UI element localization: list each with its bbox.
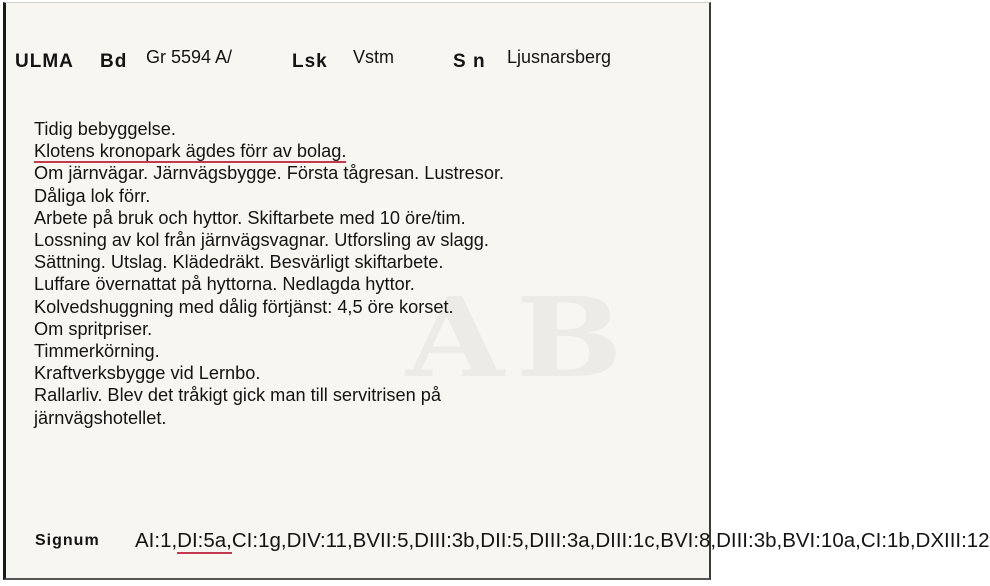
sn-value: Ljusnarsberg bbox=[507, 47, 612, 67]
topic-line: Timmerkörning. bbox=[34, 341, 160, 362]
archive-card bbox=[3, 2, 990, 580]
topic-line: Luffare övernattat på hyttorna. Nedlagda hyttor. bbox=[34, 274, 415, 295]
signum-part-underlined: DI:5a, bbox=[177, 529, 232, 552]
archive-label: ULMA bbox=[15, 51, 74, 72]
topic-list bbox=[34, 118, 694, 429]
signum-label: Signum bbox=[35, 532, 100, 549]
lsk-label: Lsk bbox=[292, 51, 328, 72]
bd-value: Gr 5594 A/ bbox=[146, 47, 233, 67]
topic-line: Kolvedshuggning med dålig förtjänst: 4,5 öre korset. bbox=[34, 296, 454, 317]
topic-line: Kraftverksbygge vid Lernbo. bbox=[34, 363, 261, 384]
underline-mark: Klotens kronopark ägdes förr av bolag. bbox=[34, 141, 347, 162]
topic-line-underlined bbox=[34, 140, 694, 162]
signum-part: CI:1g,DIV:11,BVII:5,DIII:3b,DII:5,DIII:3a,DIII:1c,BVI:8,DIII:3b,BVI:10a,CI:1b,DXIII:12 bbox=[231, 529, 990, 552]
lsk-value: Vstm bbox=[353, 47, 395, 67]
topic-line: Rallarliv. Blev det tråkigt gick man till servitrisen på järnvägshotellet. bbox=[34, 385, 441, 428]
signum-codes bbox=[135, 526, 990, 555]
topic-line: Sättning. Utslag. Klädedräkt. Besvärligt skiftarbete. bbox=[34, 252, 444, 273]
bd-label: Bd bbox=[100, 51, 128, 72]
topic-line: Dåliga lok förr. bbox=[34, 185, 151, 206]
topic-line: Arbete på bruk och hyttor. Skiftarbete med 10 öre/tim. bbox=[34, 207, 466, 228]
topic-line: Om järnvägar. Järnvägsbygge. Första tågresan. Lustresor. bbox=[34, 163, 505, 184]
sn-label: S n bbox=[453, 51, 486, 72]
topic-line: Tidig bebyggelse. bbox=[34, 119, 176, 139]
signum-part: AI:1, bbox=[135, 529, 178, 552]
topic-line: Om spritpriser. bbox=[34, 318, 153, 339]
topic-line: Lossning av kol från järnvägsvagnar. Utforsling av slagg. bbox=[34, 230, 489, 251]
card-header bbox=[15, 47, 705, 73]
